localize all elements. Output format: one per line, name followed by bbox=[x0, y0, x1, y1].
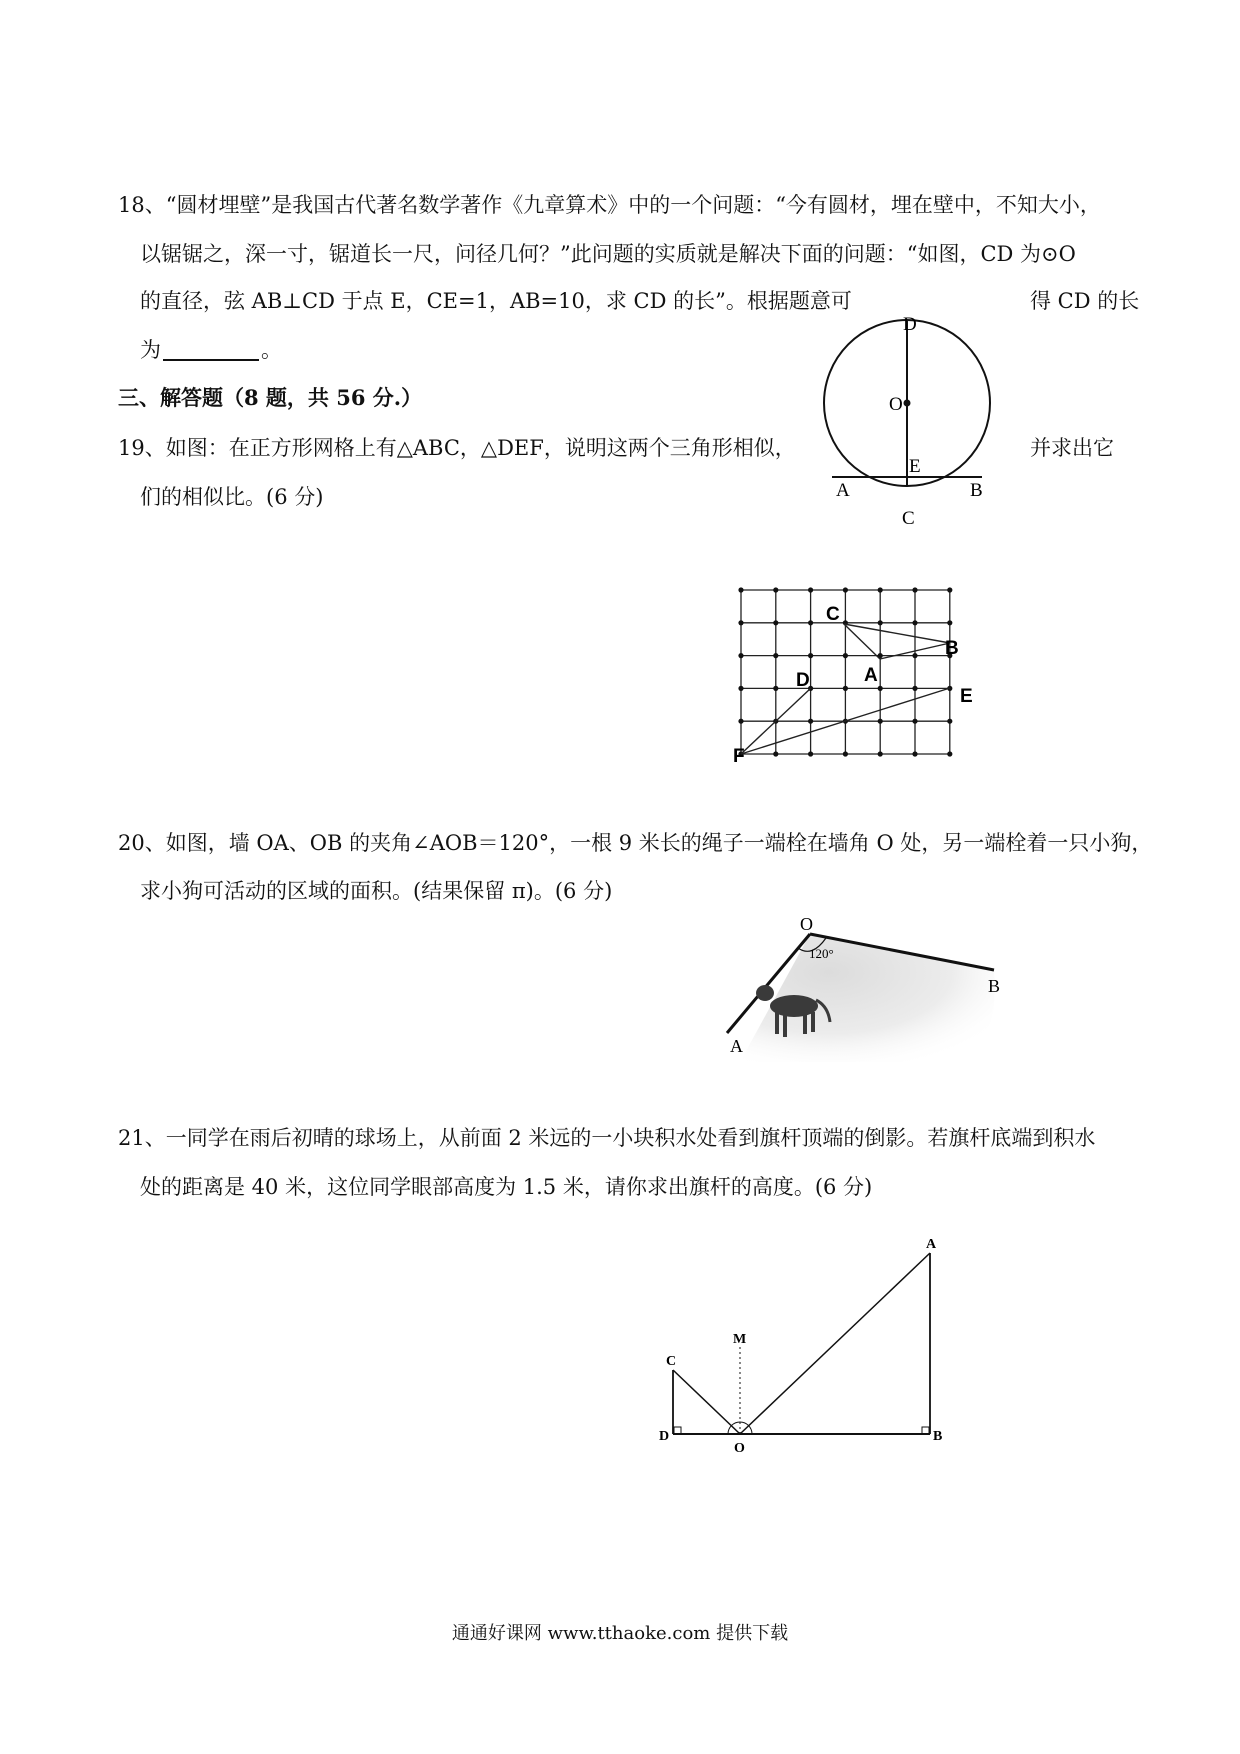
q18-line1: 18、“圆材埋壁”是我国古代著名数学著作《九章算术》中的一个问题：“今有圆材，埋在壁中，不知大小， bbox=[118, 193, 1101, 217]
q18-line3-tail: 得 CD 的长 bbox=[1030, 289, 1140, 313]
grid-dot bbox=[773, 751, 778, 756]
q21-line2: 处的距离是 40 米，这位同学眼部高度为 1.5 米，请你求出旗杆的高度。(6 分) bbox=[140, 1175, 873, 1199]
q19-line1-tail: 并求出它 bbox=[1030, 436, 1114, 460]
grid-dot bbox=[773, 686, 778, 691]
q20-wall-figure bbox=[715, 915, 1010, 1065]
q18-circle-figure bbox=[820, 310, 1000, 530]
grid-dot bbox=[808, 751, 813, 756]
label-angle: 120° bbox=[809, 946, 834, 961]
label-e: E bbox=[960, 686, 973, 707]
label-o: O bbox=[889, 394, 903, 415]
section3-title: 三、解答题（8 题，共 56 分.） bbox=[118, 385, 423, 410]
grid-dot bbox=[773, 653, 778, 658]
square-grid bbox=[741, 590, 950, 754]
label-o: O bbox=[734, 1441, 745, 1456]
label-a: A bbox=[730, 1036, 743, 1056]
grid-dot bbox=[947, 587, 952, 592]
grid-dot bbox=[878, 620, 883, 625]
label-c: C bbox=[902, 508, 915, 529]
ray-oa bbox=[740, 1253, 930, 1434]
grid-dot bbox=[843, 686, 848, 691]
label-f: F bbox=[733, 746, 745, 767]
grid-dot bbox=[912, 620, 917, 625]
label-b: B bbox=[945, 638, 959, 659]
q18-line4 bbox=[140, 337, 282, 363]
grid-dot bbox=[738, 587, 743, 592]
q18-line2: 以锯锯之，深一寸，锯道长一尺，问径几何？”此问题的实质就是解决下面的问题：“如图，CD 为⊙O bbox=[140, 242, 1076, 266]
center-dot bbox=[904, 400, 911, 407]
grid-dot bbox=[738, 719, 743, 724]
label-b: B bbox=[970, 480, 983, 501]
grid-dot bbox=[738, 653, 743, 658]
grid-dot bbox=[912, 587, 917, 592]
grid-dot bbox=[878, 751, 883, 756]
page-footer: 通通好课网 www.tthaoke.com 提供下载 bbox=[451, 1623, 789, 1644]
grid-dot bbox=[878, 686, 883, 691]
grid-dot bbox=[878, 587, 883, 592]
label-e: E bbox=[909, 456, 921, 477]
q21-flagpole-figure bbox=[650, 1230, 950, 1455]
grid-dot bbox=[912, 719, 917, 724]
right-angle-d bbox=[674, 1427, 681, 1434]
grid-dot bbox=[808, 719, 813, 724]
label-a: A bbox=[836, 480, 850, 501]
grid-dot bbox=[808, 620, 813, 625]
grid-dot bbox=[773, 620, 778, 625]
label-a: A bbox=[864, 665, 878, 686]
q19-line2: 们的相似比。(6 分) bbox=[140, 485, 324, 509]
grid-dot bbox=[843, 587, 848, 592]
grid-dot bbox=[808, 587, 813, 592]
grid-dot bbox=[843, 751, 848, 756]
label-c: C bbox=[826, 604, 840, 625]
label-m: M bbox=[733, 1332, 747, 1347]
grid-dot bbox=[912, 653, 917, 658]
q18-answer-suffix: 。 bbox=[261, 338, 282, 362]
q20-line1: 20、如图，墙 OA、OB 的夹角∠AOB＝120°，一根 9 米长的绳子一端栓在墙角 O 处，另一端栓着一只小狗， bbox=[118, 831, 1153, 855]
label-o: O bbox=[800, 914, 813, 934]
q18-answer-blank[interactable] bbox=[163, 339, 259, 361]
q21-line1: 21、一同学在雨后初晴的球场上，从前面 2 米远的一小块积水处看到旗杆顶端的倒影。若旗杆底端到积水 bbox=[118, 1126, 1096, 1150]
label-d: D bbox=[659, 1429, 670, 1444]
label-d: D bbox=[796, 670, 810, 691]
grid-dot bbox=[947, 620, 952, 625]
ray-co bbox=[673, 1370, 740, 1434]
label-a: A bbox=[926, 1237, 937, 1252]
grid-dot bbox=[912, 686, 917, 691]
grid-dot bbox=[738, 686, 743, 691]
grid-dot bbox=[947, 719, 952, 724]
grid-dot bbox=[843, 653, 848, 658]
q19-line1: 19、如图：在正方形网格上有△ABC，△DEF，说明这两个三角形相似， bbox=[118, 436, 796, 460]
grid-dot bbox=[738, 620, 743, 625]
label-b: B bbox=[933, 1429, 943, 1444]
q18-line3: 的直径，弦 AB⊥CD 于点 E，CE=1，AB=10，求 CD 的长”。根据题意可 bbox=[140, 289, 852, 313]
grid-dot bbox=[878, 719, 883, 724]
q19-grid-figure bbox=[730, 590, 980, 790]
grid-dot bbox=[947, 751, 952, 756]
q18-answer-prefix: 为 bbox=[140, 338, 161, 362]
grid-dot bbox=[808, 653, 813, 658]
grid-dot bbox=[773, 587, 778, 592]
label-c: C bbox=[666, 1354, 677, 1369]
label-b: B bbox=[988, 976, 1001, 996]
q20-line2: 求小狗可活动的区域的面积。(结果保留 π)。(6 分) bbox=[140, 879, 613, 903]
label-d: D bbox=[903, 314, 917, 335]
grid-dot bbox=[912, 751, 917, 756]
right-angle-b bbox=[922, 1427, 929, 1434]
